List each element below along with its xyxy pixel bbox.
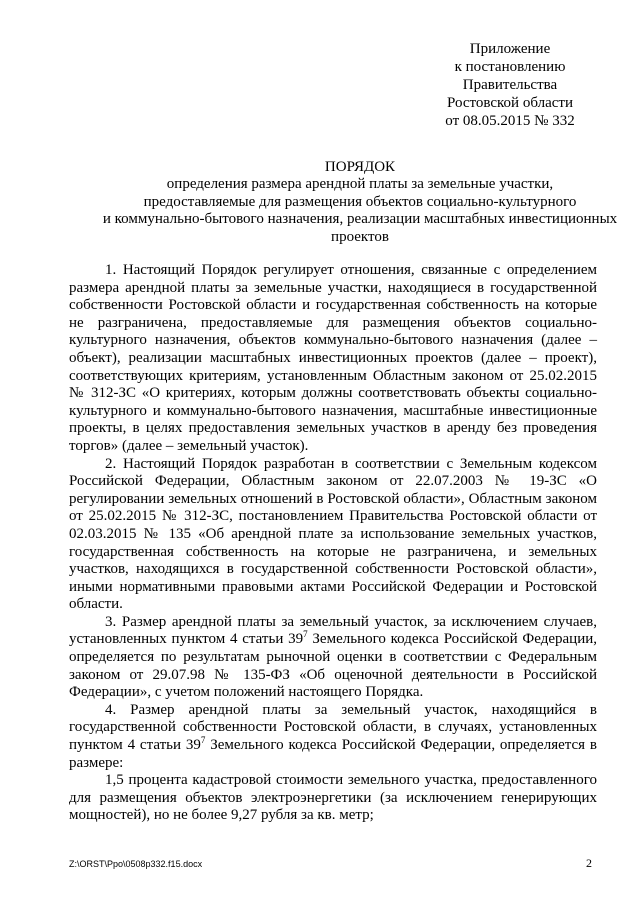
page-number: 2 (586, 856, 592, 870)
appendix-line: Приложение (469, 41, 551, 57)
subtitle-line: и коммунально-бытового назначения, реализации масштабных инвестиционных (102, 211, 618, 228)
paragraph-4-text-a: 4. Размер арендной платы за земельный участок, находящийся в государственной собственности Ростовской области, в случаях, установленных пунктом 4 статьи 39 (69, 701, 597, 754)
appendix-line: Ростовской области (447, 95, 573, 111)
document-subtitle (60, 176, 640, 246)
paragraph-2: 2. Настоящий Порядок разработан в соответствии с Земельным кодексом Российской Федерации, Областным законом от 22.07.2003 № 19-ЗС «О регулировании земельных отношений в Ростовской области», Областным законом от 25.02.2015 № 312-ЗС, постановлением Правительства Ростовской области от 02.03.2015 № 135 «Об арендной плате за использование земельных участков, государственная собственность на которые не разграничена, и земельных участков, находящихся в государственной собственности Ростовской области», иными нормативными правовыми актами Российской Федерации и Ростовской области. (69, 455, 597, 613)
article-superscript: 7 (200, 735, 206, 746)
paragraph-3-text-b: Земельного кодекса Российской Федерации, определяется по результатам рыночной оценки в соответствии с Федеральным законом от 29.07.98 № 135-ФЗ «Об оценочной деятельности в Российской Федерации», с учетом положений настоящего Порядка. (69, 631, 597, 701)
appendix-block (410, 40, 610, 130)
subtitle-line: определения размера арендной платы за земельные участки, (166, 176, 554, 192)
paragraph-4-text-b: Земельного кодекса Российской Федерации, определяется в размере: (69, 737, 597, 771)
article-superscript: 7 (303, 629, 308, 640)
document-title: ПОРЯДОК (324, 159, 396, 175)
footer-file-path: Z:\ORST\Ppo\0508p332.f15.docx (69, 859, 203, 869)
paragraph-5: 1,5 процента кадастровой стоимости земельного участка, предоставленного для размещения объектов электроэнергетики (за исключением генерирующих мощностей), но не более 9,27 рубля за кв. метр; (69, 772, 597, 824)
appendix-line: Правительства (462, 77, 558, 93)
document-body (69, 262, 597, 825)
paragraph-1: 1. Настоящий Порядок регулирует отношения, связанные с определением размера арендной платы за земельные участки, находящиеся в государственной собственности Ростовской области и государственная собственность на которые не разграничена, предоставляемые для размещения объектов социально-культурного назначения, объектов коммунально-бытового назначения (далее – объект), реализации масштабных инвестиционных проектов (далее – проект), соответствующих критериям, установленным Областным законом от 25.02.2015 № 312-ЗС «О критериях, которым должны соответствовать объекты социально-культурного и коммунально-бытового назначения, масштабные инвестиционные проекты, в целях предоставления земельных участков в аренду без проведения торгов» (далее – земельный участок). (69, 262, 597, 454)
paragraph-3 (69, 614, 597, 702)
appendix-line: от 08.05.2015 № 332 (445, 113, 575, 129)
paragraph-4 (69, 702, 597, 772)
subtitle-line: проектов (331, 228, 389, 245)
appendix-line: к постановлению (454, 59, 566, 75)
paragraph-3-text-a: 3. Размер арендной платы за земельный участок, за исключением случаев, установленных пунктом 4 статьи 39 (69, 613, 597, 648)
subtitle-line: предоставляемые для размещения объектов социально-культурного (143, 193, 577, 210)
